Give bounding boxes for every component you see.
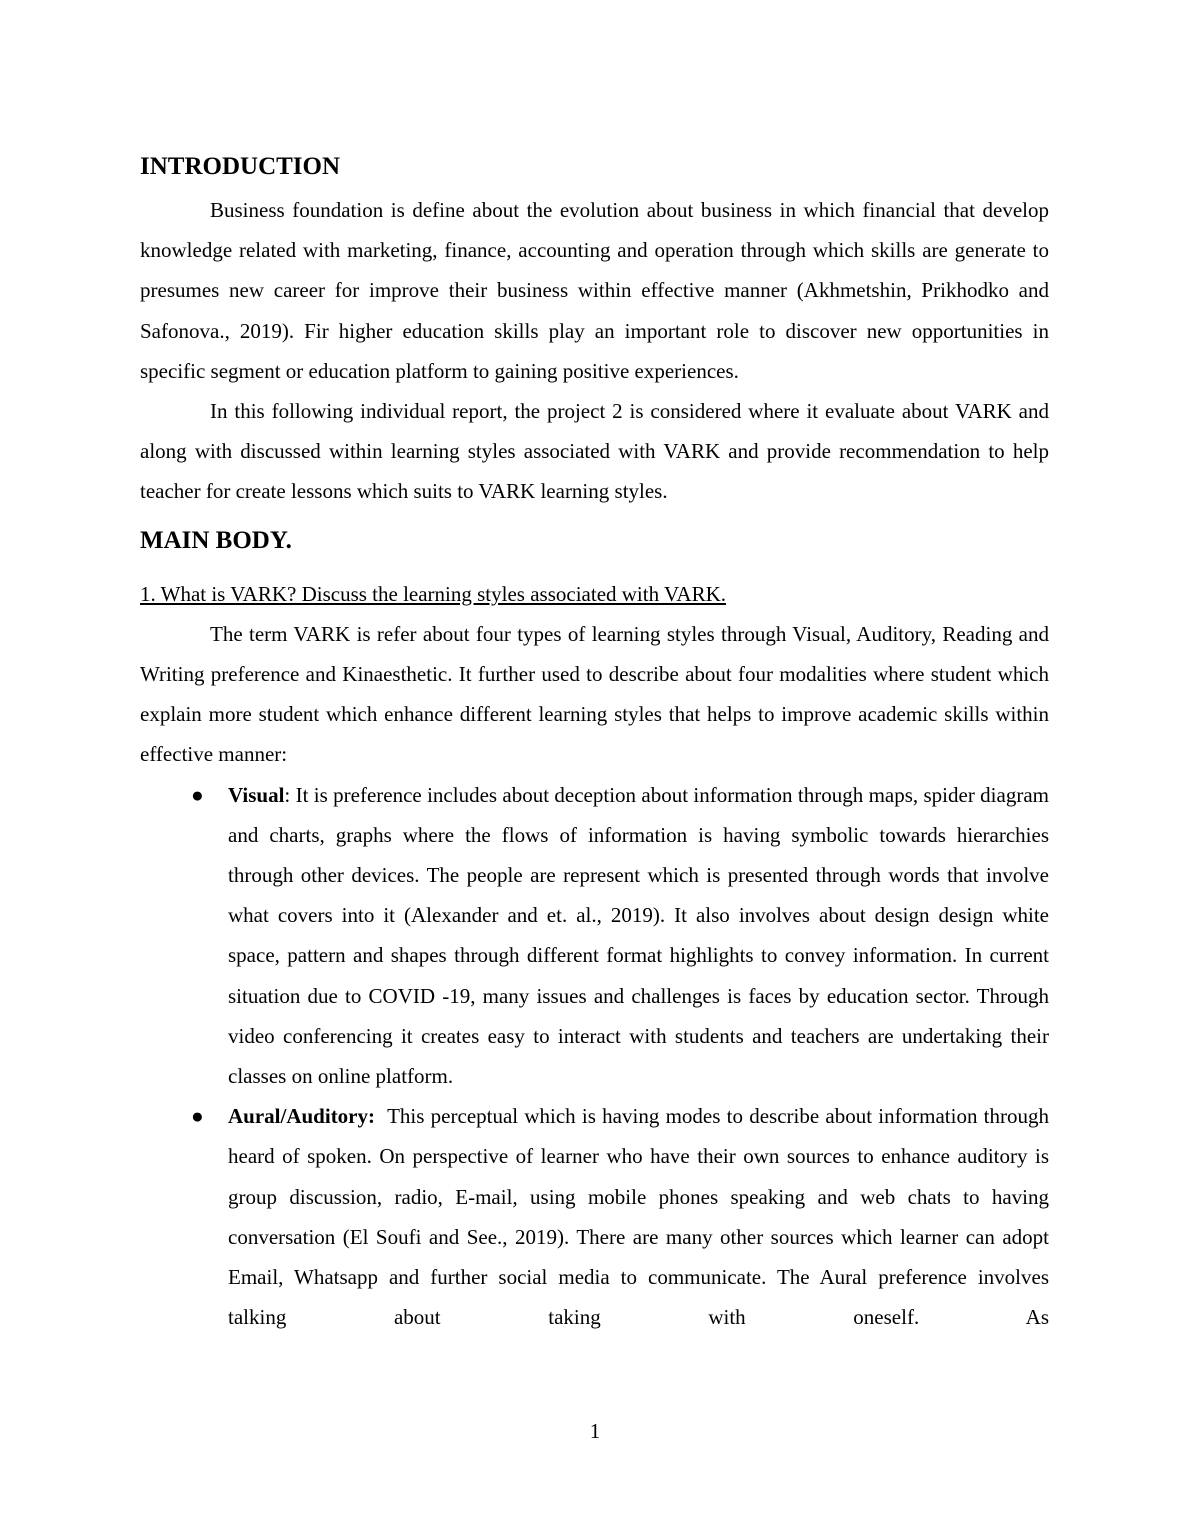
list-item-term: Aural/Auditory: — [228, 1104, 375, 1129]
page-number: 1 — [589, 1419, 601, 1443]
introduction-heading: INTRODUCTION — [140, 153, 341, 180]
bullet-icon: ● — [191, 1104, 204, 1129]
list-item-aural — [191, 1096, 1050, 1337]
introduction-paragraph-2: In this following individual report, the project 2 is considered where it evaluate about VARK and along with discussed within learning styles associated with VARK and provide recommendation to help teacher for create lessons which suits to VARK learning styles. — [140, 399, 1049, 504]
main-body-heading: MAIN BODY. — [140, 526, 292, 554]
list-item-text: This perceptual which is having modes to describe about information through heard of spoken. On perspective of learner who have their own sources to enhance auditory is group discussion, radio, E-mail, using mobile phones speaking and web chats to having conversation (El Soufi and See., 2019). There are many other sources which learner can adopt Email, Whatsapp and further social media to communicate. The Aural preference involves talking about taking with oneself. As — [228, 1104, 1050, 1330]
list-item-text: It is preference includes about deception about information through maps, spider diagram and charts, graphs where the flows of information is having symbolic towards hierarchies through other devices. The people are represent which is presented through words that involve what covers into it (Alexander and et. al., 2019). It also involves about design design white space, pattern and shapes through different format highlights to convey information. In current situation due to COVID -19, many issues and challenges is faces by education sector. Through video conferencing it creates easy to interact with students and teachers are undertaking their classes on online platform. — [228, 782, 1049, 1089]
learning-styles-list — [140, 775, 1049, 1338]
list-item-term: Visual — [228, 782, 285, 807]
list-item-visual — [191, 775, 1049, 1097]
main-body-paragraph: The term VARK is refer about four types of learning styles through Visual, Auditory, Reading and Writing preference and Kinaesthetic. It further used to describe about four modalities where student which explain more student which enhance different learning styles that helps to improve academic skills within effective manner: — [140, 621, 1049, 767]
list-item-separator — [375, 1104, 387, 1128]
document-page — [140, 150, 1049, 1337]
introduction-paragraph-1: Business foundation is define about the evolution about business in which financial that develop knowledge related with marketing, finance, accounting and operation through which skills are generate to presumes new career for improve their business within effective manner (Akhmetshin, Prikhodko and Safonova., 2019). Fir higher education skills play an important role to discover new opportunities in specific segment or education platform to gaining positive experiences. — [140, 198, 1049, 383]
list-item-separator: : — [284, 782, 296, 807]
bullet-icon: ● — [191, 782, 204, 807]
question-subheading: 1. What is VARK? Discuss the learning styles associated with VARK. — [140, 581, 727, 606]
